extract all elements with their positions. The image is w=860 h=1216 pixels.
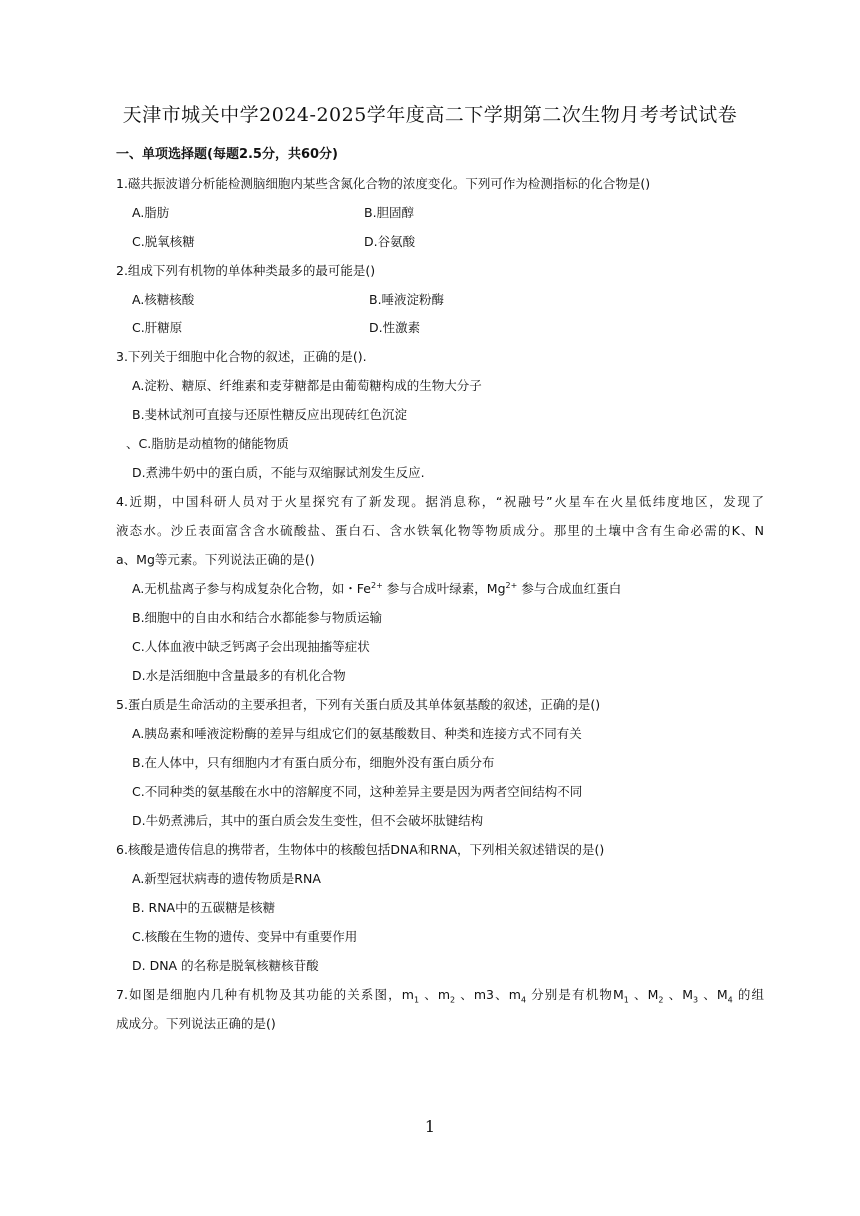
question-4-stem-line-3: a、Mg等元素。下列说法正确的是() [116,552,315,567]
q7-text-3: 、m3、m [455,987,521,1002]
question-4-option-a-text-1: A.无机盐离子参与构成复杂化合物，如・Fe [132,581,372,596]
question-4-stem-line-1: 4.近期，中国科研人员对于火星探究有了新发现。据消息称，“祝融号”火星车在火星低纬度地区，发现了 [116,494,764,509]
question-4-option-a-text-3: 参与合成血红蛋白 [517,581,622,596]
question-3-option-b: B.斐林试剂可直接与还原性糖反应出现砖红色沉淀 [132,407,408,422]
question-5-option-a: A.胰岛素和唾液淀粉酶的差异与组成它们的氨基酸数目、种类和连接方式不同有关 [132,726,582,741]
q7-sub-2: 2 [450,995,456,1005]
q7-sub-6: 3 [693,995,699,1005]
question-2-stem: 2.组成下列有机物的单体种类最多的最可能是() [116,263,376,278]
fe-charge: 2+ [371,580,383,590]
page-title: 天津市城关中学2024-2025学年度高二下学期第二次生物月考考试试卷 [122,104,738,126]
question-3-option-a: A.淀粉、糖原、纤维素和麦芽糖都是由葡萄糖构成的生物大分子 [132,378,482,393]
q7-text-6: 、M [663,987,694,1002]
q7-sub-5: 2 [658,995,664,1005]
q7-text-1: 7.如图是细胞内几种有机物及其功能的关系图，m [116,987,414,1002]
question-1-option-d: D.谷氨酸 [364,234,416,249]
q7-text-5: 、M [628,987,659,1002]
question-6-option-b: B. RNA中的五碳糖是核糖 [132,900,276,915]
question-4-option-d: D.水是活细胞中含量最多的有机化合物 [132,668,346,683]
question-6-option-a: A.新型冠状病毒的遗传物质是RNA [132,871,321,886]
question-5-option-c: C.不同种类的氨基酸在水中的溶解度不同，这种差异主要是因为两者空间结构不同 [132,784,583,799]
question-4-option-b: B.细胞中的自由水和结合水都能参与物质运输 [132,610,383,625]
q7-text-2: 、m [419,987,451,1002]
question-6-option-d: D. DNA 的名称是脱氧核糖核苷酸 [132,958,319,973]
q7-text-4: 分别是有机物M [526,987,624,1002]
question-3-stem: 3.下列关于细胞中化合物的叙述，正确的是(). [116,349,367,364]
question-3-option-d: D.煮沸牛奶中的蛋白质，不能与双缩脲试剂发生反应. [132,465,425,480]
question-2-option-c: C.肝糖原 [132,320,183,335]
q7-text-8: 的组 [732,987,765,1002]
question-2-option-d: D.性激素 [369,320,421,335]
q7-sub-3: 4 [520,995,527,1005]
q7-text-7: 、M [698,987,728,1002]
question-1-option-a: A.脂肪 [132,205,170,220]
question-2-option-b: B.唾液淀粉酶 [369,292,445,307]
question-6-option-c: C.核酸在生物的遗传、变异中有重要作用 [132,929,358,944]
question-7-stem-line-2: 成成分。下列说法正确的是() [116,1016,276,1031]
question-2-option-a: A.核糖核酸 [132,292,195,307]
question-4-stem-line-2: 液态水。沙丘表面富含含水硫酸盐、蛋白石、含水铁氧化物等物质成分。那里的土壤中含有生命必需的K、N [116,523,764,538]
question-7-stem-line-1 [116,987,764,1003]
q7-sub-4: 1 [623,995,629,1005]
mg-charge: 2+ [505,580,518,590]
question-4-option-a-text-2: 参与合成叶绿素，Mg [382,581,506,596]
question-3-option-c: 、C.脂肪是动植物的储能物质 [126,436,289,451]
section-heading: 一、单项选择题(每题2.5分，共60分) [116,147,339,162]
q7-sub-1: 1 [413,995,420,1005]
question-5-stem: 5.蛋白质是生命活动的主要承担者，下列有关蛋白质及其单体氨基酸的叙述，正确的是() [116,697,601,712]
question-1-option-b: B.胆固醇 [364,205,415,220]
question-4-option-a [132,581,621,597]
page-number: 1 [424,1117,436,1136]
question-5-option-b: B.在人体中，只有细胞内才有蛋白质分布，细胞外没有蛋白质分布 [132,755,495,770]
question-4-option-c: C.人体血液中缺乏钙离子会出现抽搐等症状 [132,639,370,654]
q7-sub-7: 4 [727,995,733,1005]
question-1-stem: 1.磁共振波谱分析能检测脑细胞内某些含氮化合物的浓度变化。下列可作为检测指标的化合物是() [116,176,651,191]
question-1-option-c: C.脱氧核糖 [132,234,195,249]
question-5-option-d: D.牛奶煮沸后，其中的蛋白质会发生变性，但不会破坏肽键结构 [132,813,484,828]
question-6-stem: 6.核酸是遗传信息的携带者，生物体中的核酸包括DNA和RNA，下列相关叙述错误的是() [116,842,605,857]
